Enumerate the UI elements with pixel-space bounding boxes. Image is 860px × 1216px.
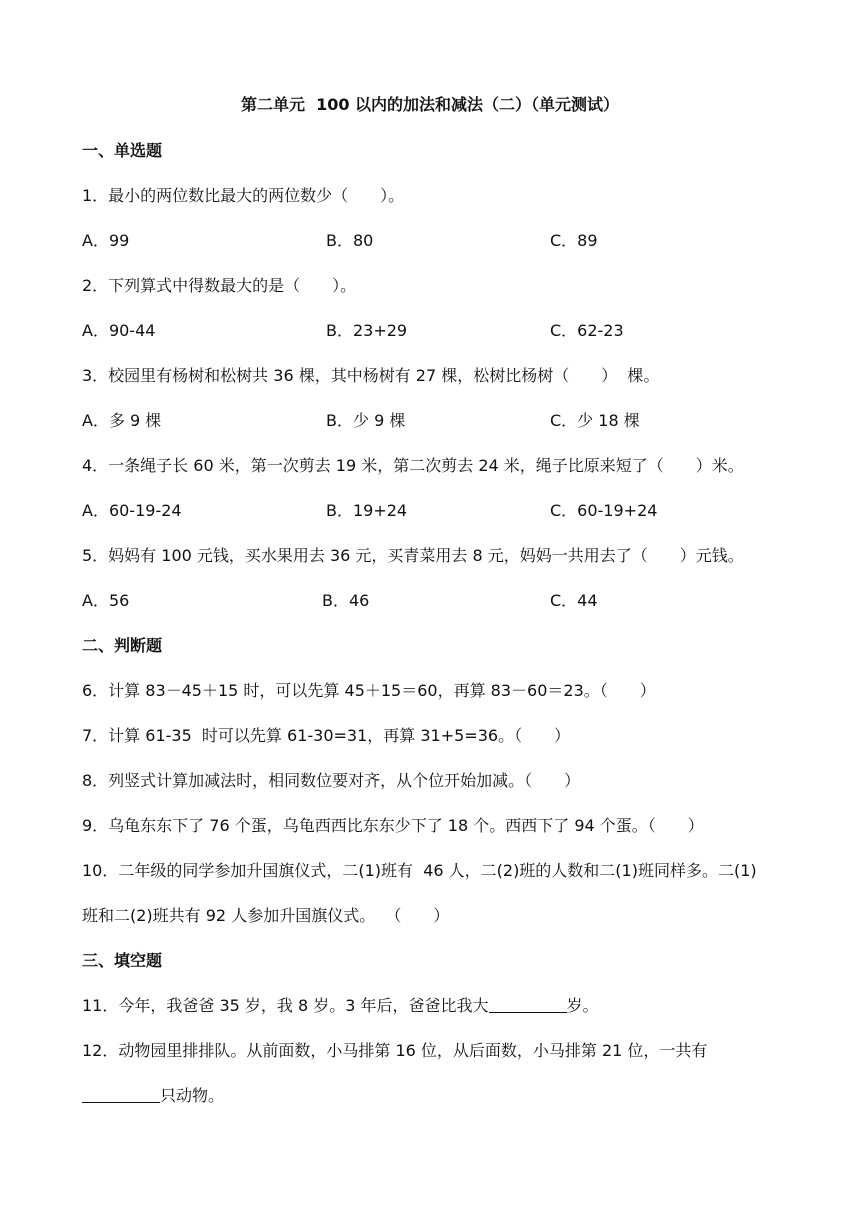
question-9: 9．乌龟东东下了 76 个蛋，乌龟西西比东东少下了 18 个。西西下了 94 个蛋。（ ） — [82, 816, 704, 835]
question-11 — [82, 995, 599, 1017]
question-4: 4．一条绳子长 60 米，第一次剪去 19 米，第二次剪去 24 米，绳子比原来短了（ ）米。 — [82, 456, 744, 475]
question-10-line-2: 班和二(2)班共有 92 人参加升国旗仪式。 （ ） — [82, 906, 450, 925]
question-10-line-1: 10．二年级的同学参加升国旗仪式，二(1)班有 46 人，二(2)班的人数和二(1)班同样多。二(1) — [82, 861, 757, 880]
answer-blank — [82, 1086, 160, 1103]
question-2: 2．下列算式中得数最大的是（ ）。 — [82, 276, 357, 295]
q5-option-a: A．56 — [82, 591, 130, 610]
question-6: 6．计算 83－45＋15 时，可以先算 45＋15＝60，再算 83－60＝23。（ ） — [82, 681, 656, 700]
q4-option-c: C．60-19+24 — [550, 501, 658, 520]
q3-option-b: B．少 9 棵 — [326, 411, 406, 430]
q4-option-a: A．60-19-24 — [82, 501, 182, 520]
q2-option-b: B．23+29 — [326, 321, 408, 340]
question-5: 5．妈妈有 100 元钱，买水果用去 36 元，买青菜用去 8 元，妈妈一共用去了（ ）元钱。 — [82, 546, 744, 565]
section-heading-single-choice: 一、单选题 — [82, 141, 163, 160]
question-1: 1．最小的两位数比最大的两位数少（ ）。 — [82, 186, 405, 205]
q2-option-c: C．62-23 — [550, 321, 624, 340]
answer-blank — [489, 996, 567, 1013]
question-3: 3．校园里有杨树和松树共 36 棵，其中杨树有 27 棵，松树比杨树（ ） 棵。 — [82, 366, 660, 385]
q1-option-b: B．80 — [326, 231, 374, 250]
q1-option-a: A．99 — [82, 231, 130, 250]
section-heading-fill-blank: 三、填空题 — [82, 951, 163, 970]
q5-option-b: B．46 — [322, 591, 370, 610]
question-11-suffix: 岁。 — [566, 996, 599, 1015]
q5-option-c: C．44 — [550, 591, 598, 610]
page-title: 第二单元 100 以内的加法和减法（二）（单元测试） — [240, 95, 620, 114]
q1-option-c: C．89 — [550, 231, 598, 250]
question-11-text: 11．今年，我爸爸 35 岁，我 8 岁。3 年后，爸爸比我大 — [82, 996, 489, 1015]
question-7: 7．计算 61-35 时可以先算 61-30=31，再算 31+5=36。（ ） — [82, 726, 571, 745]
question-12-line-2 — [82, 1085, 224, 1107]
question-12-suffix: 只动物。 — [160, 1086, 225, 1105]
q3-option-c: C．少 18 棵 — [550, 411, 640, 430]
section-heading-true-false: 二、判断题 — [82, 636, 163, 655]
q4-option-b: B．19+24 — [326, 501, 408, 520]
question-8: 8．列竖式计算加减法时，相同数位要对齐，从个位开始加减。（ ） — [82, 771, 581, 790]
q3-option-a: A．多 9 棵 — [82, 411, 162, 430]
q2-option-a: A．90-44 — [82, 321, 156, 340]
question-12-line-1: 12．动物园里排排队。从前面数，小马排第 16 位，从后面数，小马排第 21 位，一共有 — [82, 1041, 708, 1060]
